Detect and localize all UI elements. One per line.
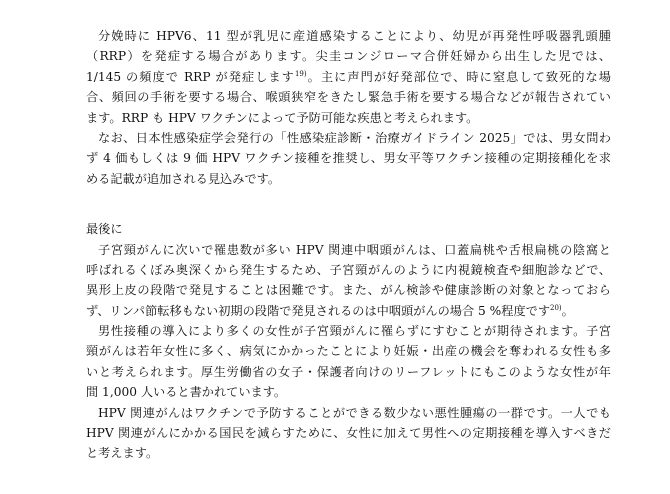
- text-segment: 。: [561, 303, 574, 318]
- text-line: 頸がんは若年女性に多く、病気にかかったことにより妊娠・出産の機会を奪われる女性も多: [86, 344, 611, 359]
- document-body: [86, 26, 611, 464]
- text-line: HPV 関連がんにかかる国民を減らすために、女性に加えて男性への定期接種を導入すべきだ: [86, 426, 611, 441]
- text-line: ず 4 価もしくは 9 価 HPV ワクチン接種を推奨し、男女平等ワクチン接種の定期接種化を求: [86, 151, 611, 166]
- text-line: 間 1,000 人いると書かれています。: [86, 385, 287, 400]
- paragraph-guideline: [86, 128, 611, 189]
- text-line: と考えます。: [86, 446, 159, 461]
- text-line: 呼ばれるくぼみ奥深くから発生するため、子宮頸がんのように内視鏡検査や細胞診などで、: [86, 262, 611, 277]
- paragraph-conclusion: [86, 403, 611, 464]
- paragraph-male-vaccination: [86, 321, 611, 403]
- reference-superscript: 19): [294, 69, 307, 78]
- text-segment: 。主に声門が好発部位で、時に窒息して致死的な場: [306, 69, 611, 84]
- text-segment: 1/145 の頻度で RRP が発症します: [86, 69, 295, 84]
- paragraph-oropharyngeal: [86, 240, 611, 322]
- text-line: 男性接種の導入により多くの女性が子宮頸がんに罹らずにすむことが期待されます。子宮: [98, 324, 611, 339]
- text-line: HPV 関連がんはワクチンで予防することができる数少ない悪性腫瘍の一群です。一人でも: [98, 405, 611, 420]
- text-segment: ず、リンパ節転移もない初期の段階で発見されるのは中咽頭がんの場合 5 %程度です: [86, 303, 551, 318]
- text-line-with-reference: [86, 67, 611, 87]
- section-heading: 最後に: [86, 222, 123, 237]
- paragraph-rrp: [86, 26, 611, 128]
- text-line: 合、頻回の手術を要する場合、喉頭狭窄をきたし緊急手術を要する場合などが報告されてい: [86, 90, 611, 105]
- text-line: （RRP）を発症する場合があります。尖圭コンジローマ合併妊婦から出生した児では、: [86, 49, 611, 64]
- text-line: いと考えられます。厚生労働省の女子・保護者向けのリーフレットにもこのような女性が年: [86, 364, 611, 379]
- text-line-with-reference: [86, 301, 611, 321]
- reference-superscript: 20): [550, 303, 562, 312]
- text-line: ます。RRP も HPV ワクチンによって予防可能な疾患と考えられます。: [86, 110, 479, 125]
- text-line: める記載が追加される見込みです。: [86, 171, 281, 186]
- text-line: 分娩時に HPV6、11 型が乳児に産道感染することにより、幼児が再発性呼吸器乳頭腫: [98, 29, 611, 43]
- text-line: 子宮頸がんに次いで罹患数が多い HPV 関連中咽頭がんは、口蓋扁桃や舌根扁桃の陰窩と: [98, 242, 611, 257]
- text-line: なお、日本性感染症学会発行の「性感染症診断・治療ガイドライン 2025」では、男女問わ: [98, 130, 611, 145]
- section-spacer: [86, 189, 611, 219]
- text-line: 異形上皮の段階で発見することは困難です。また、がん検診や健康診断の対象となっておら: [86, 283, 611, 298]
